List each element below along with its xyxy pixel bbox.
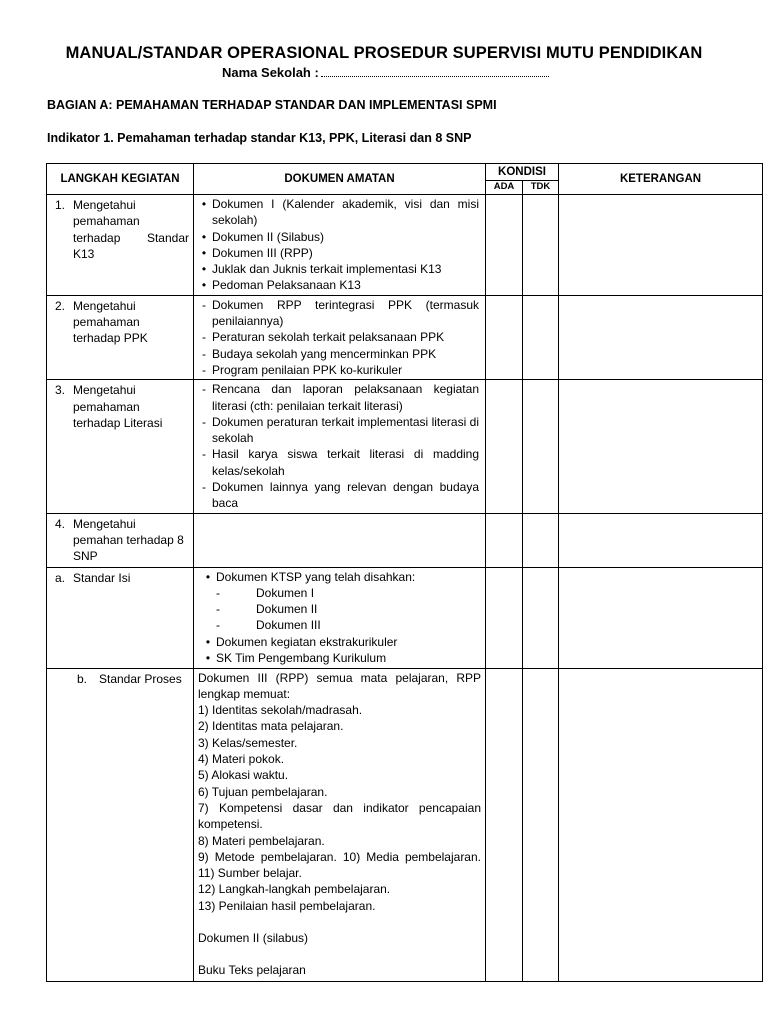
- table-row: [47, 295, 763, 379]
- dokumen-cell: [194, 195, 486, 296]
- dash-icon: -: [216, 602, 220, 617]
- list-item: 12) Langkah-langkah pembelajaran.: [198, 882, 391, 897]
- list-item: - Dokumen RPP terintegrasi PPK (termasuk penilaiannya): [196, 297, 479, 330]
- ada-cell[interactable]: [486, 567, 523, 668]
- section-heading: BAGIAN A: PEMAHAMAN TERHADAP STANDAR DAN IMPLEMENTASI SPMI: [47, 98, 497, 112]
- list-item: 5) Alokasi waktu.: [198, 768, 289, 783]
- header-keterangan: KETERANGAN: [559, 164, 763, 195]
- header-langkah: LANGKAH KEGIATAN: [47, 164, 194, 195]
- silabus-doc: Dokumen II (silabus): [198, 930, 309, 945]
- bullet-icon: •: [205, 569, 211, 584]
- school-name-label: Nama Sekolah :: [222, 65, 319, 80]
- langkah-cell: [47, 513, 194, 567]
- list-item: 2) Identitas mata pelajaran.: [198, 719, 344, 734]
- list-item: 3) Kelas/semester.: [198, 735, 298, 750]
- bullet-icon: •: [201, 229, 207, 244]
- tdk-cell[interactable]: [523, 295, 559, 379]
- step-number: 4.: [55, 516, 66, 531]
- dash-icon: -: [202, 414, 206, 429]
- dash-icon: -: [202, 330, 206, 345]
- bullet-icon: •: [205, 651, 211, 666]
- list-item: - Dokumen lainnya yang relevan dengan budaya baca: [196, 479, 479, 512]
- dash-icon: -: [202, 362, 206, 377]
- list-item: 7) Kompetensi dasar dan indikator pencapaian kompetensi.: [198, 800, 481, 832]
- dash-icon: -: [202, 297, 206, 312]
- dash-icon: -: [216, 618, 220, 633]
- bullet-icon: •: [201, 197, 207, 211]
- list-item: 4) Materi pokok.: [198, 752, 285, 767]
- step-text: Standar Proses: [99, 671, 182, 686]
- list-item: - Program penilaian PPK ko-kurikuler: [196, 362, 479, 378]
- dokumen-cell: [194, 295, 486, 379]
- step-number: 2.: [55, 298, 66, 313]
- list-item: 8) Materi pembelajaran.: [198, 833, 325, 848]
- ada-cell[interactable]: [486, 195, 523, 296]
- list-item: - Dokumen III: [196, 617, 479, 633]
- ada-cell[interactable]: [486, 380, 523, 513]
- dash-icon: -: [216, 585, 220, 600]
- dokumen-cell: [194, 567, 486, 668]
- tdk-cell[interactable]: [523, 668, 559, 981]
- list-item: • Dokumen I (Kalender akademik, visi dan misi sekolah): [196, 196, 479, 229]
- langkah-cell: [47, 195, 194, 296]
- table-row: [47, 195, 763, 296]
- table-row: [47, 567, 763, 668]
- list-item: • Juklak dan Juknis terkait implementasi K13: [196, 261, 479, 277]
- bullet-icon: •: [201, 278, 207, 293]
- list-item: - Dokumen II: [196, 601, 479, 617]
- step-text: Mengetahui pemahaman terhadap PPK: [73, 298, 148, 346]
- buku-teks: Buku Teks pelajaran: [198, 963, 306, 978]
- dash-icon: -: [202, 447, 206, 462]
- supervision-table: [46, 163, 763, 982]
- keterangan-cell[interactable]: [559, 380, 763, 513]
- step-number: 3.: [55, 383, 66, 398]
- table-header-row: [47, 164, 763, 181]
- document-title: MANUAL/STANDAR OPERASIONAL PROSEDUR SUPERVISI MUTU PENDIDIKAN: [65, 44, 703, 62]
- tdk-cell[interactable]: [523, 380, 559, 513]
- list-item: - Dokumen I: [196, 585, 479, 601]
- keterangan-cell[interactable]: [559, 567, 763, 668]
- table-row: [47, 668, 763, 981]
- tdk-cell[interactable]: [523, 513, 559, 567]
- list-item: • Dokumen III (RPP): [196, 245, 479, 261]
- keterangan-cell[interactable]: [559, 295, 763, 379]
- list-item: - Hasil karya siswa terkait literasi di madding kelas/sekolah: [196, 446, 479, 479]
- bullet-icon: •: [201, 262, 207, 277]
- tdk-cell[interactable]: [523, 195, 559, 296]
- list-item: • Dokumen kegiatan ekstrakurikuler: [196, 634, 479, 650]
- header-tdk: TDK: [523, 180, 559, 194]
- step-text: Standar Isi: [73, 570, 131, 585]
- list-item: - Budaya sekolah yang mencerminkan PPK: [196, 346, 479, 362]
- tdk-cell[interactable]: [523, 567, 559, 668]
- ada-cell[interactable]: [486, 668, 523, 981]
- bullet-icon: •: [201, 245, 207, 260]
- bullet-icon: •: [205, 634, 211, 649]
- header-dokumen: DOKUMEN AMATAN: [194, 164, 486, 195]
- keterangan-cell[interactable]: [559, 668, 763, 981]
- keterangan-cell[interactable]: [559, 195, 763, 296]
- ada-cell[interactable]: [486, 513, 523, 567]
- list-item: • Dokumen KTSP yang telah disahkan:: [196, 569, 479, 585]
- list-item: - Rencana dan laporan pelaksanaan kegiatan literasi (cth: penilaian terkait literasi): [196, 381, 479, 414]
- step-text: Mengetahui pemahaman terhadap Standar K13: [73, 198, 189, 261]
- list-item: • Pedoman Pelaksanaan K13: [196, 277, 479, 293]
- list-item: • SK Tim Pengembang Kurikulum: [196, 650, 479, 666]
- indikator-heading: Indikator 1. Pemahaman terhadap standar K13, PPK, Literasi dan 8 SNP: [47, 131, 472, 145]
- table-row: [47, 380, 763, 513]
- langkah-cell: [47, 295, 194, 379]
- dokumen-cell: [194, 380, 486, 513]
- list-item: 6) Tujuan pembelajaran.: [198, 784, 328, 799]
- table-row: [47, 513, 763, 567]
- keterangan-cell[interactable]: [559, 513, 763, 567]
- list-item: - Dokumen peraturan terkait implementasi literasi di sekolah: [196, 414, 479, 447]
- step-text: Mengetahui pemahan terhadap 8 SNP: [73, 516, 184, 564]
- list-item: 1) Identitas sekolah/madrasah.: [198, 703, 363, 718]
- list-item: 13) Penilaian hasil pembelajaran.: [198, 898, 376, 913]
- ada-cell[interactable]: [486, 295, 523, 379]
- rpp-intro: Dokumen III (RPP) semua mata pelajaran, RPP lengkap memuat:: [198, 670, 481, 701]
- header-kondisi: KONDISI: [486, 164, 559, 181]
- langkah-cell: [47, 567, 194, 668]
- list-item: 9) Metode pembelajaran. 10) Media pembelajaran. 11) Sumber belajar.: [198, 849, 481, 881]
- dash-icon: -: [202, 382, 206, 397]
- dokumen-cell: [194, 513, 486, 567]
- step-text: Mengetahui pemahaman terhadap Literasi: [73, 383, 163, 430]
- step-number: a.: [55, 570, 66, 585]
- dash-icon: -: [202, 480, 206, 495]
- header-ada: ADA: [486, 180, 523, 194]
- list-item: - Peraturan sekolah terkait pelaksanaan PPK: [196, 329, 479, 345]
- school-name-field: [222, 65, 549, 80]
- step-number: 1.: [55, 198, 66, 212]
- langkah-cell: [47, 380, 194, 513]
- list-item: • Dokumen II (Silabus): [196, 229, 479, 245]
- dokumen-cell: [194, 668, 486, 981]
- school-name-blank[interactable]: [321, 66, 549, 77]
- step-number: b.: [77, 671, 88, 686]
- langkah-cell: [47, 668, 194, 981]
- dash-icon: -: [202, 346, 206, 361]
